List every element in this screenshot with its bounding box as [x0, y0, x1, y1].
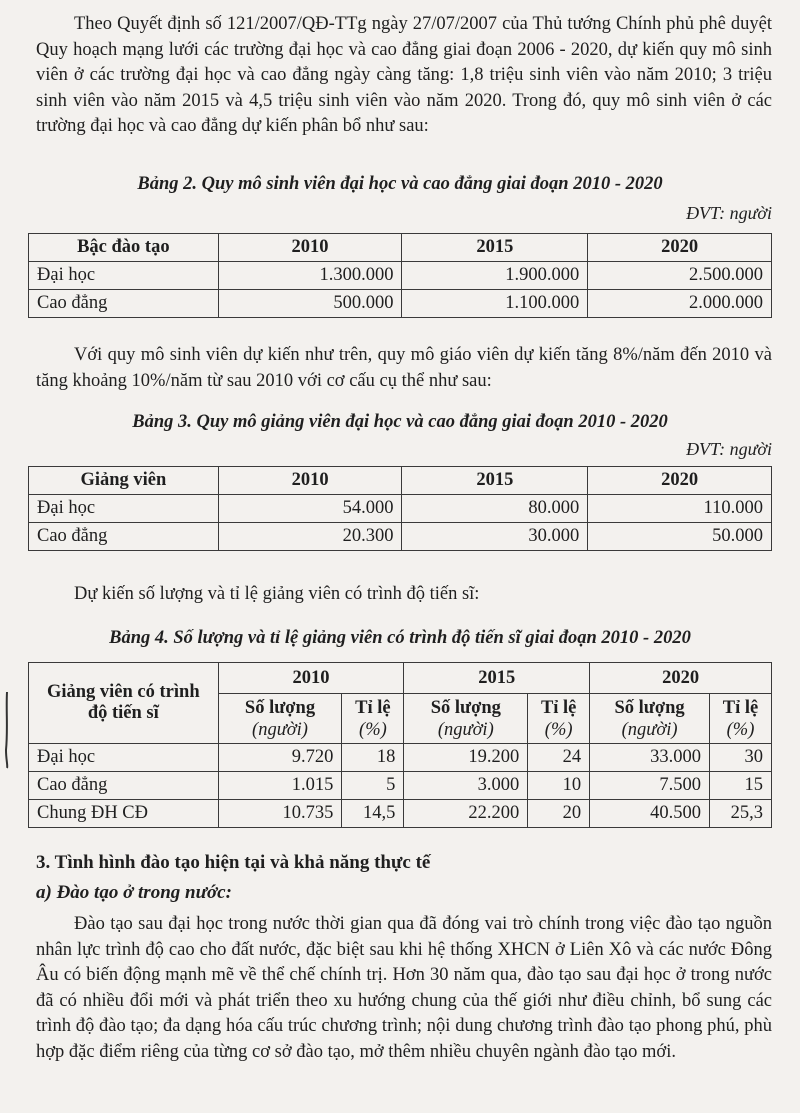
table-cell: 9.720: [218, 744, 342, 772]
table-cell: 15: [709, 772, 771, 800]
table3-caption: Bảng 3. Quy mô giảng viên đại học và cao đẳng giai đoạn 2010 - 2020: [132, 412, 668, 432]
table-cell: 2.500.000: [588, 262, 772, 290]
subheader-rate: Tỉ lệ (%): [709, 694, 771, 744]
table2-caption: Bảng 2. Quy mô sinh viên đại học và cao đẳng giai đoạn 2010 - 2020: [137, 174, 663, 194]
table4: [28, 662, 772, 828]
header-cell: 2010: [218, 467, 402, 495]
subheader-rate: Tỉ lệ (%): [528, 694, 590, 744]
row-label: Cao đẳng: [29, 523, 219, 551]
row-label: Đại học: [29, 495, 219, 523]
pen-mark: [2, 690, 12, 770]
table-cell: 18: [342, 744, 404, 772]
table-row: [29, 744, 772, 772]
header-cell: 2020: [588, 467, 772, 495]
table-cell: 20: [528, 800, 590, 828]
table-cell: 10: [528, 772, 590, 800]
table-cell: 50.000: [588, 523, 772, 551]
paragraph-4: Đào tạo sau đại học trong nước thời gian qua đã đóng vai trò chính trong việc đào tạo nguồn nhân lực trình độ cao cho đất nước, đặc biệt sau khi hệ thống XHCN ở Liên Xô và các nước Đông Âu có biến động mạnh mẽ về thể chế chính trị. Hơn 30 năm qua, đào tạo sau đại học ở trong nước đã có nhiều đổi mới và phát triển theo xu hướng chung của thế giới như điều chỉnh, bổ sung các trình độ đào tạo; đa dạng hóa cấu trúc chương trình; nội dung chương trình đào tạo phong phú, phù hợp đặc điểm riêng của từng cơ sở đào tạo, mở thêm nhiều chuyên ngành đào tạo mới.: [36, 914, 772, 1062]
table-header-row: [29, 234, 772, 262]
table-cell: 3.000: [404, 772, 528, 800]
table-cell: 33.000: [590, 744, 710, 772]
table-cell: 54.000: [218, 495, 402, 523]
table-row: [29, 262, 772, 290]
table-row: [29, 290, 772, 318]
paragraph-2: Với quy mô sinh viên dự kiến như trên, quy mô giáo viên dự kiến tăng 8%/năm đến 2010 và tăng khoảng 10%/năm từ sau 2010 với cơ cấu cụ thể như sau:: [36, 345, 772, 391]
header-year: 2010: [218, 663, 404, 694]
table-cell: 24: [528, 744, 590, 772]
table-header-row: [29, 663, 772, 694]
table-cell: 80.000: [402, 495, 588, 523]
table2: [28, 233, 772, 318]
table-cell: 19.200: [404, 744, 528, 772]
table-cell: 1.300.000: [218, 262, 402, 290]
table-cell: 7.500: [590, 772, 710, 800]
table-cell: 25,3: [709, 800, 771, 828]
table-cell: 30.000: [402, 523, 588, 551]
table3: [28, 466, 772, 551]
row-label: Chung ĐH CĐ: [29, 800, 219, 828]
table-row: [29, 495, 772, 523]
table-cell: 110.000: [588, 495, 772, 523]
row-label: Cao đẳng: [29, 290, 219, 318]
table-cell: 20.300: [218, 523, 402, 551]
header-cell: Giảng viên có trình độ tiến sĩ: [29, 663, 219, 744]
header-cell: Giảng viên: [29, 467, 219, 495]
table-cell: 14,5: [342, 800, 404, 828]
table-cell: 22.200: [404, 800, 528, 828]
header-year: 2020: [590, 663, 772, 694]
table-cell: 1.015: [218, 772, 342, 800]
header-cell: 2010: [218, 234, 402, 262]
header-cell: 2015: [402, 467, 588, 495]
table-header-row: [29, 467, 772, 495]
table-row: [29, 772, 772, 800]
subheader-qty: Số lượng (người): [590, 694, 710, 744]
table-cell: 2.000.000: [588, 290, 772, 318]
table2-unit: ĐVT: người: [686, 203, 772, 223]
subsection-heading: a) Đào tạo ở trong nước:: [36, 882, 232, 903]
table-cell: 1.100.000: [402, 290, 588, 318]
table3-unit: ĐVT: người: [686, 439, 772, 459]
section-heading: 3. Tình hình đào tạo hiện tại và khả năng thực tế: [36, 852, 431, 873]
row-label: Đại học: [29, 744, 219, 772]
subheader-qty: Số lượng (người): [404, 694, 528, 744]
header-cell: Bậc đào tạo: [29, 234, 219, 262]
header-cell: 2020: [588, 234, 772, 262]
table-cell: 10.735: [218, 800, 342, 828]
table-row: [29, 800, 772, 828]
table-cell: 1.900.000: [402, 262, 588, 290]
table-cell: 5: [342, 772, 404, 800]
paragraph-3: Dự kiến số lượng và tỉ lệ giảng viên có trình độ tiến sĩ:: [74, 584, 480, 604]
table-cell: 40.500: [590, 800, 710, 828]
table-cell: 30: [709, 744, 771, 772]
table4-caption: Bảng 4. Số lượng và tỉ lệ giảng viên có trình độ tiến sĩ giai đoạn 2010 - 2020: [109, 628, 691, 648]
row-label: Đại học: [29, 262, 219, 290]
table-row: [29, 523, 772, 551]
intro-paragraph: Theo Quyết định số 121/2007/QĐ-TTg ngày 27/07/2007 của Thủ tướng Chính phủ phê duyệt Quy hoạch mạng lưới các trường đại học và cao đẳng giai đoạn 2006 - 2020, dự kiến quy mô sinh viên ở các trường đại học và cao đẳng ngày càng tăng: 1,8 triệu sinh viên vào năm 2010; 3 triệu sinh viên vào năm 2015 và 4,5 triệu sinh viên vào năm 2020. Trong đó, quy mô sinh viên ở các trường đại học và cao đẳng dự kiến phân bổ như sau:: [36, 14, 772, 136]
header-cell: 2015: [402, 234, 588, 262]
subheader-qty: Số lượng (người): [218, 694, 342, 744]
row-label: Cao đẳng: [29, 772, 219, 800]
subheader-rate: Tỉ lệ (%): [342, 694, 404, 744]
table-cell: 500.000: [218, 290, 402, 318]
header-year: 2015: [404, 663, 590, 694]
